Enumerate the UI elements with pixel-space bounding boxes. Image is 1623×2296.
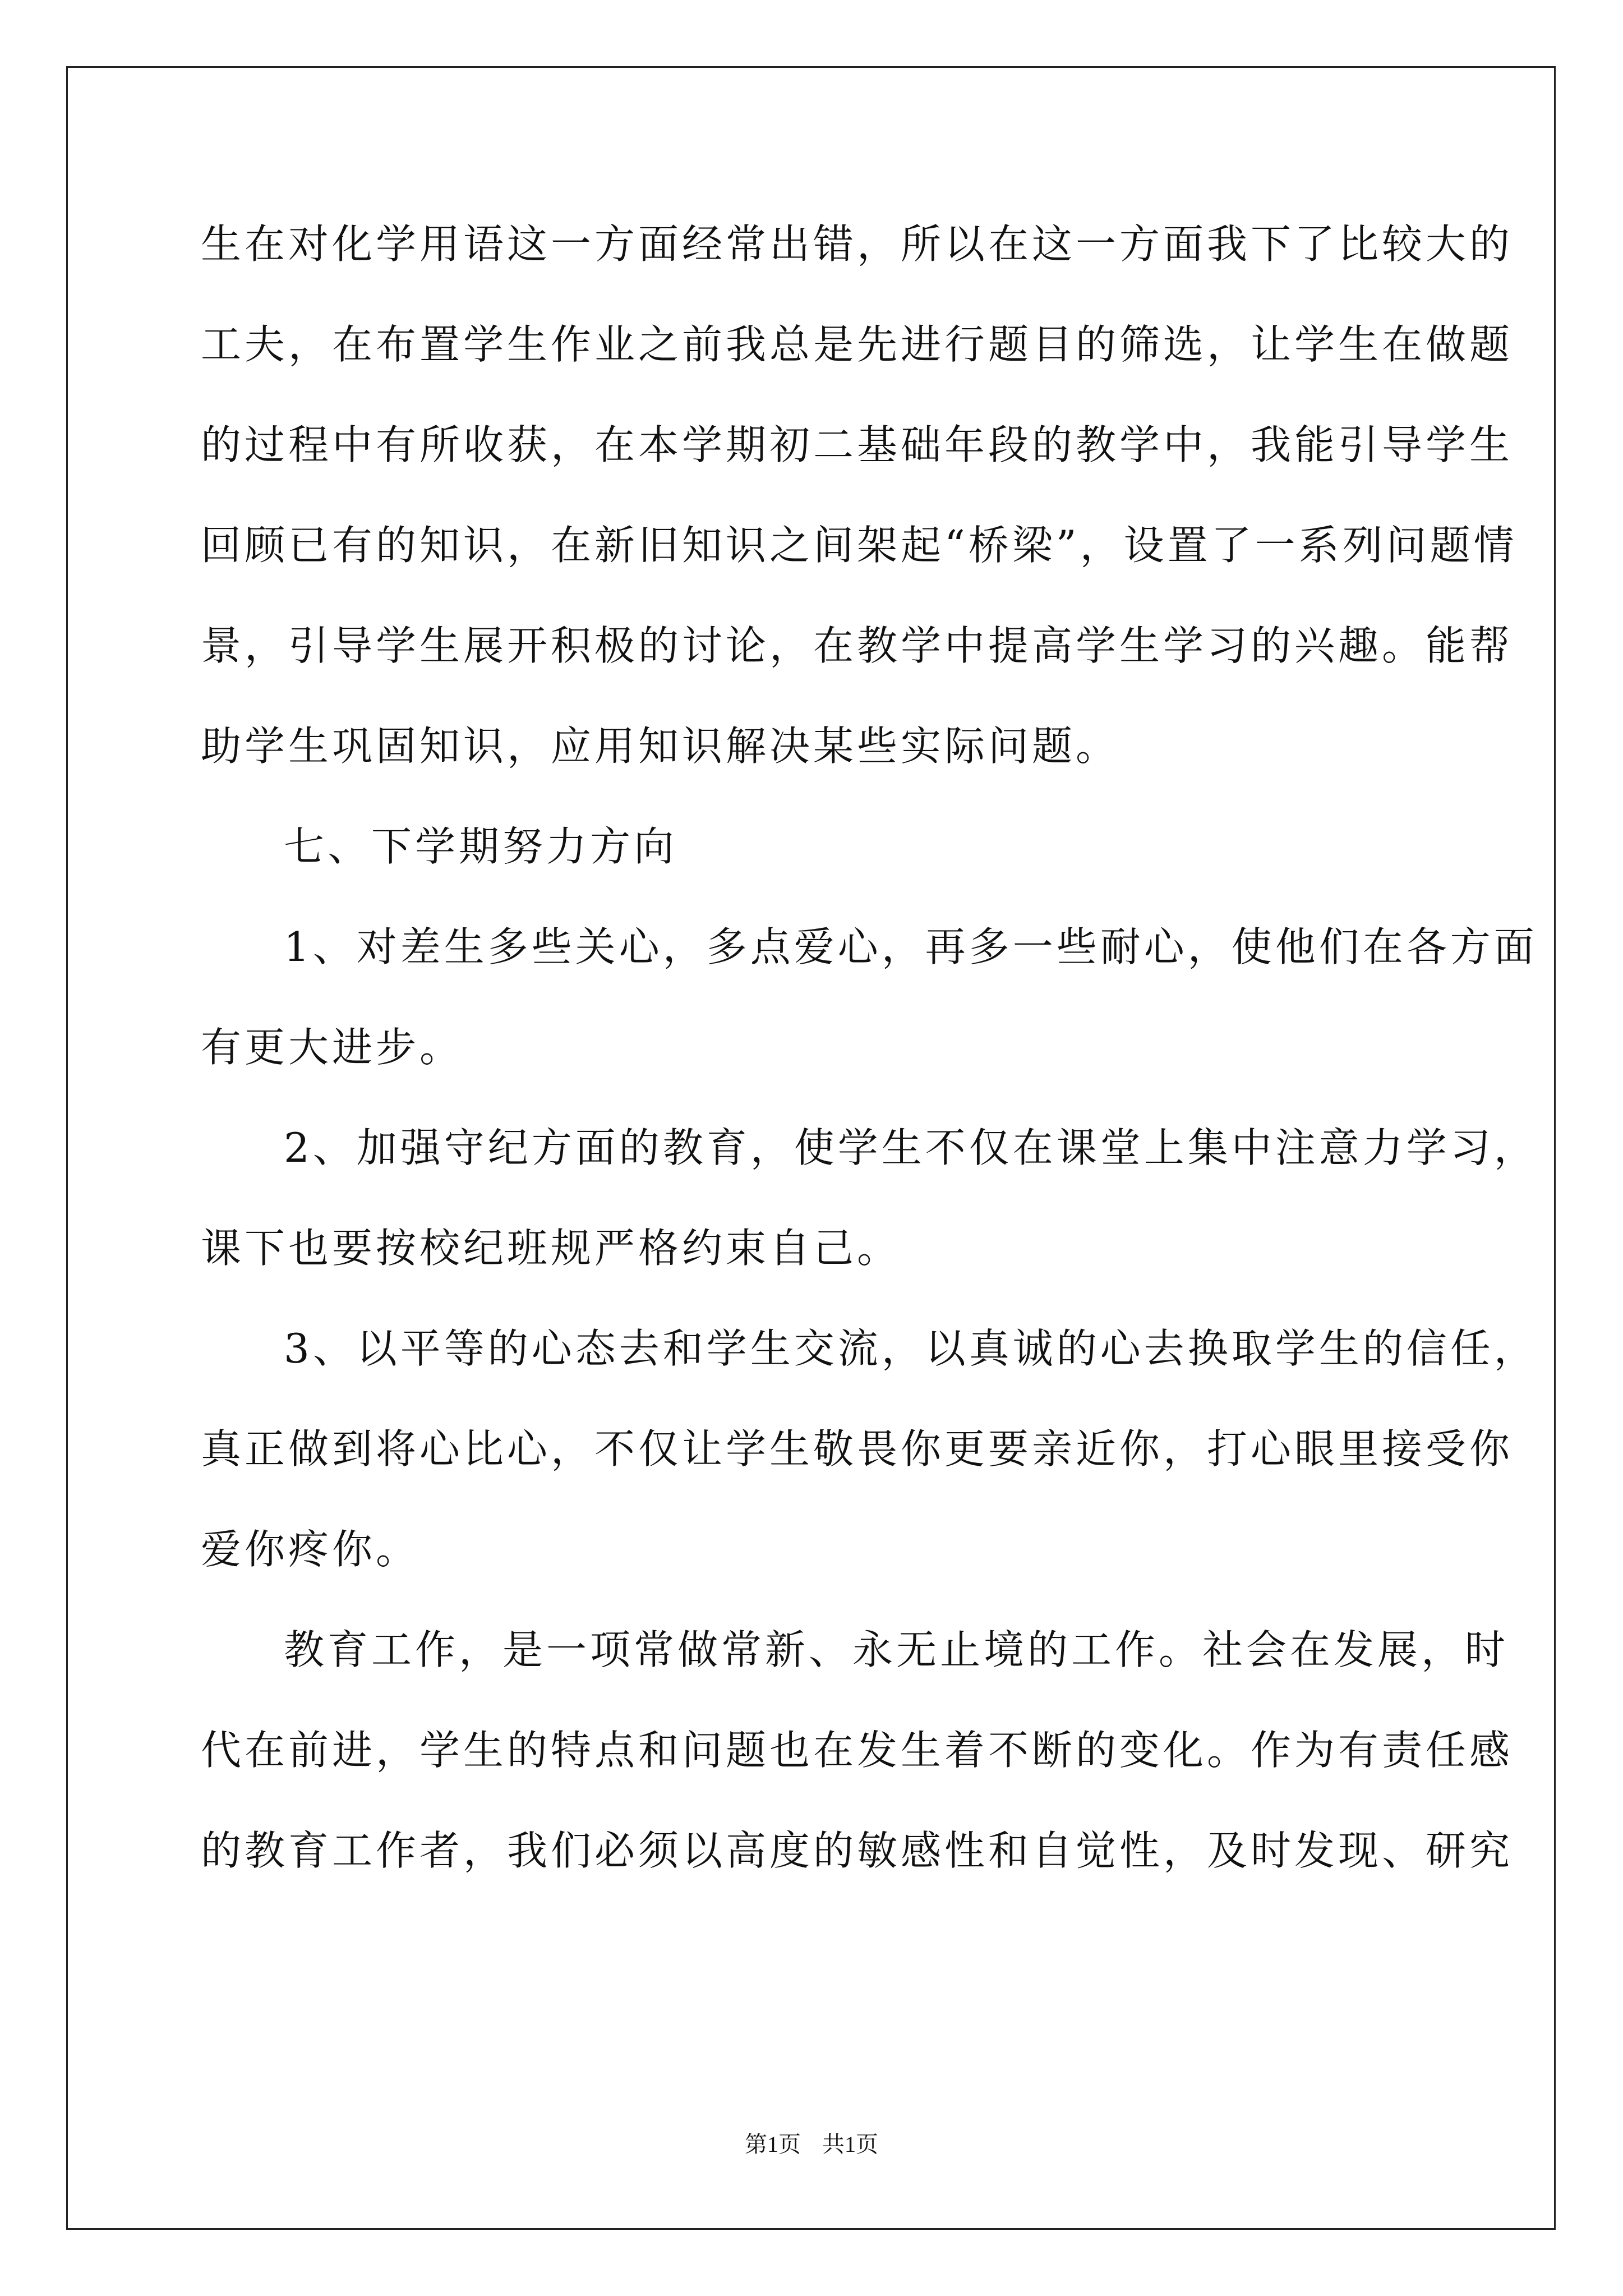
section-heading: 七、下学期努力方向 (284, 823, 678, 870)
paragraph-start: 教育工作，是一项常做常新、永无止境的工作。社会在发展，时 (284, 1626, 1509, 1673)
text-line: 的教育工作者，我们必须以高度的敏感性和自觉性，及时发现、研究 (201, 1827, 1514, 1874)
text-line: 真正做到将心比心，不仅让学生敬畏你更要亲近你，打心眼里接受你 (201, 1425, 1514, 1473)
list-item-2-start: 2、加强守纪方面的教育，使学生不仅在课堂上集中注意力学习， (284, 1124, 1538, 1171)
page-footer (0, 2131, 1623, 2159)
text-line: 代在前进，学生的特点和问题也在发生着不断的变化。作为有责任感 (201, 1727, 1514, 1774)
text-line: 课下也要按校纪班规严格约束自己。 (201, 1225, 901, 1272)
total-pages: 共1页 (822, 2132, 878, 2157)
list-item-3-start: 3、以平等的心态去和学生交流，以真诚的心去换取学生的信任， (284, 1325, 1538, 1372)
text-line: 景，引导学生展开积极的讨论，在教学中提高学生学习的兴趣。能帮 (201, 622, 1514, 669)
text-line: 的过程中有所收获，在本学期初二基础年段的教学中，我能引导学生 (201, 421, 1514, 468)
text-line: 有更大进步。 (201, 1024, 464, 1071)
text-line: 工夫，在布置学生作业之前我总是先进行题目的筛选，让学生在做题 (201, 321, 1514, 368)
page-number: 第1页 (745, 2132, 801, 2157)
text-line: 助学生巩固知识，应用知识解决某些实际问题。 (201, 723, 1120, 770)
text-line: 爱你疼你。 (201, 1526, 420, 1573)
text-line: 生在对化学用语这一方面经常出错，所以在这一方面我下了比较大的 (201, 220, 1514, 268)
text-line: 回顾已有的知识，在新旧知识之间架起“桥梁”，设置了一系列问题情 (201, 522, 1518, 569)
list-item-1-start: 1、对差生多些关心，多点爱心，再多一些耐心，使他们在各方面 (284, 923, 1538, 970)
